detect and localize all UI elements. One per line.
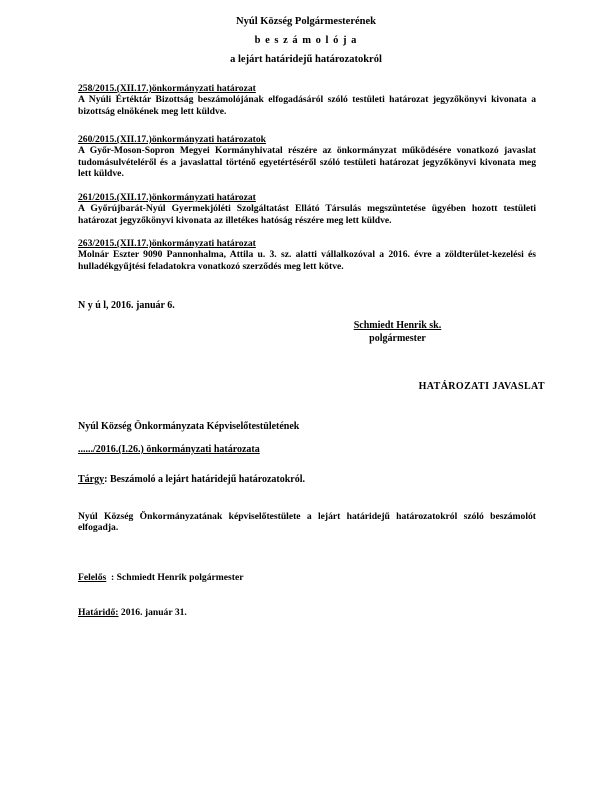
responsible-line (78, 572, 243, 584)
resolution-item (78, 238, 536, 272)
resolution-item (78, 192, 536, 226)
resolution-heading: 261/2015.(XII.17.)önkormányzati határozat (78, 192, 256, 203)
signature-role: polgármester (369, 333, 426, 344)
resolution-heading: 263/2015.(XII.17.)önkormányzati határozat (78, 238, 256, 249)
proposal-body: Nyúl Község Önkormányzatának képviselőtestülete a lejárt határidejű határozatokról szóló beszámolót elfogadja. (78, 511, 536, 534)
footer-lines (78, 549, 243, 642)
subject-line (78, 474, 305, 485)
deadline-text: 2016. január 31. (118, 606, 187, 618)
title-line-subject: a lejárt határidejű határozatokról (230, 54, 382, 65)
proposal-addressee: Nyúl Község Önkormányzata Képviselőtestületének (78, 421, 300, 432)
responsible-text: : Schmiedt Henrik polgármester (106, 572, 244, 584)
resolution-item (78, 134, 536, 180)
resolution-body: A Nyúli Értéktár Bizottság beszámolójának elfogadásáról szóló testületi határozat jegyzőkönyvi kivonata a bizottság elnökének meg lett küldve. (78, 94, 536, 117)
deadline-label: Határidő: (78, 606, 119, 618)
proposal-number-line: ....../2016.(I.26.) önkormányzati határozata (78, 444, 260, 455)
document-title (0, 12, 612, 69)
dateline: N y ú l, 2016. január 6. (78, 300, 175, 311)
resolution-item (78, 83, 536, 117)
resolution-heading: 258/2015.(XII.17.)önkormányzati határozat (78, 83, 256, 94)
deadline-line (78, 607, 243, 619)
signature-block (315, 319, 480, 345)
subject-label: Tárgy (78, 474, 105, 485)
resolution-heading: 260/2015.(XII.17.)önkormányzati határozatok (78, 134, 266, 145)
signature-name: Schmiedt Henrik sk. (353, 320, 442, 331)
responsible-label: Felelős (78, 572, 107, 584)
title-line-org: Nyúl Község Polgármesterének (236, 16, 376, 27)
proposal-heading: HATÁROZATI JAVASLAT (418, 381, 545, 392)
title-line-report: b e s z á m o l ó j a (254, 35, 358, 46)
resolution-body: Molnár Eszter 9090 Pannonhalma, Attila u. 3. sz. alatti vállalkozóval a 2016. évre a zöldterület-kezelési és hulladékgyűjtési feladatokra vonatkozó szerződés meg lett kötve. (78, 249, 536, 272)
resolution-body: A Győrújbarát-Nyúl Gyermekjóléti Szolgáltatást Ellátó Társulás megszüntetése ügyében hozott testületi határozat jegyzőkönyvi kivonata az illetékes hatóság részére meg lett küldve. (78, 203, 536, 226)
resolution-body: A Győr-Moson-Sopron Megyei Kormányhivatal részére az önkormányzat működésére vonatkozó javaslat tudomásulvételéről és a javaslattal történő egyetértéséről szóló testületi határozat jegyzőkönyvi kivonata meg lett küldve. (78, 145, 536, 180)
subject-text: : Beszámoló a lejárt határidejű határozatokról. (104, 474, 305, 485)
